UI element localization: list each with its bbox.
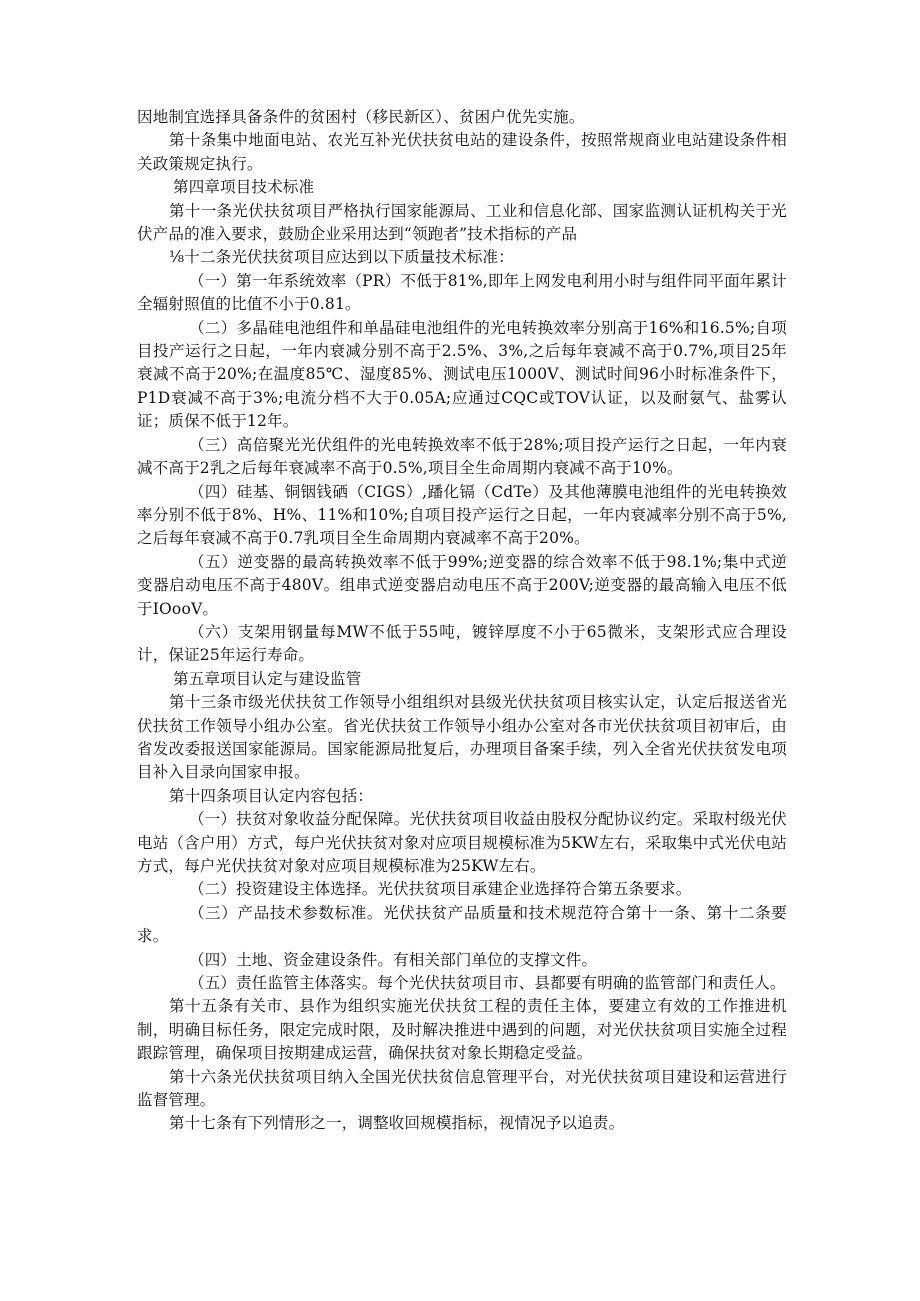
article-14-item-5: （五）责任监管主体落实。每个光伏扶贫项目市、县都要有明确的监管部门和责任人。	[189, 974, 786, 993]
article-17: 第十七条有下列情形之一，调整收回规模指标，视情况予以追责。	[169, 1114, 625, 1133]
chapter-5-heading: 第五章项目认定与建设监管	[173, 669, 362, 688]
article-11: 第十一条光伏扶贫项目严格执行国家能源局、工业和信息化部、国家监测认证机构关于光伏产品的准入要求，鼓励企业采用达到“领跑者”技术指标的产品	[137, 201, 787, 244]
article-14-item-1: （一）扶贫对象收益分配保障。光伏扶贫项目收益由股权分配协议约定。采取村级光伏电站（含户用）方式，每户光伏扶贫对象对应项目规模标准为5KW左右，采取集中式光伏电站方式，每户光伏扶贫对象对应项目规模标准为25KW左右。	[137, 810, 787, 875]
article-12: ⅛十二条光伏扶贫项目应达到以下质量技术标准：	[169, 248, 514, 267]
article-13: 第十三条市级光伏扶贫工作领导小组组织对县级光伏扶贫项目核实认定，认定后报送省光伏扶贫工作领导小组办公室。省光伏扶贫工作领导小组办公室对各市光伏扶贫项目初审后，由省发改委报送国家能源局。国家能源局批复后，办理项目备案手续，列入全省光伏扶贫发电项目补入目录向国家申报。	[137, 693, 787, 782]
article-12-item-6: （六）支架用钢量每MW不低于55吨，镀锌厚度不小于65微米，支架形式应合理设计，保证25年运行寿命。	[137, 622, 787, 665]
article-10: 第十条集中地面电站、农光互补光伏扶贫电站的建设条件，按照常规商业电站建设条件相关政策规定执行。	[137, 131, 787, 173]
article-12-item-1: （一）第一年系统效率（PR）不低于81%,即年上网发电利用小时与组件同平面年累计全辐射照值的比值不小于0.81。	[137, 271, 787, 314]
article-12-item-5: （五）逆变器的最高转换效率不低于99%;逆变器的综合效率不低于98.1%;集中式逆变器启动电压不高于480V。组串式逆变器启动电压不高于200V;逆变器的最高输入电压不低于IOooV。	[137, 552, 787, 618]
article-15: 第十五条有关市、县作为组织实施光伏扶贫工程的责任主体，要建立有效的工作推进机制，明确目标任务，限定完成时限，及时解决推进中遇到的问题，对光伏扶贫项目实施全过程跟踪管理，确保项目按期建成运营，确保扶贫对象长期稳定受益。	[137, 997, 787, 1063]
article-14: 第十四条项目认定内容包括：	[169, 786, 374, 805]
article-14-item-2: （二）投资建设主体选择。光伏扶贫项目承建企业选择符合第五条要求。	[189, 880, 692, 899]
article-12-item-2: （二）多晶硅电池组件和单晶硅电池组件的光电转换效率分别高于16%和16.5%;自项目投产运行之日起，一年内衰减分别不高于2.5%、3%,之后每年衰减不高于0.7%,项目25年衰减不高于20%;在温度85℃、湿度85%、测试电压1000V、测试时间96小时标准条件下，P1D衰减不高于3%;电流分档不大于0.05A;应通过CQC或TOV认证，以及耐氨气、盐雾认证；质保不低于12年。	[137, 318, 787, 431]
chapter-4-heading: 第四章项目技术标准	[173, 178, 315, 197]
article-14-item-3: （三）产品技术参数标准。光伏扶贫产品质量和技术规范符合第十一条、第十二条要求。	[137, 903, 787, 946]
article-16: 第十六条光伏扶贫项目纳入全国光伏扶贫信息管理平台，对光伏扶贫项目建设和运营进行监督管理。	[137, 1067, 787, 1110]
paragraph-continuation: 因地制宜选择具备条件的贫困村（移民新区）、贫困户优先实施。	[137, 108, 585, 126]
document-body	[137, 106, 787, 1136]
article-12-item-4: （四）硅基、铜铟钱硒（CIGS）,蹯化镉（CdTe）及其他薄膜电池组件的光电转换效率分别不低于8%、H%、11%和10%;自项目投产运行之日起，一年内衰减率分别不高于5%,之后每年衰减不高于0.7乳项目全生命周期内衰减率不高于20%。	[137, 482, 787, 548]
article-12-item-3: （三）高倍聚光光伏组件的光电转换效率不低于28%;项目投产运行之日起，一年内衰减不高于2乳之后每年衰减率不高于0.5%,项目全生命周期内衰减不高于10%。	[137, 435, 787, 478]
article-14-item-4: （四）土地、资金建设条件。有相关部门单位的支撑文件。	[189, 950, 598, 969]
